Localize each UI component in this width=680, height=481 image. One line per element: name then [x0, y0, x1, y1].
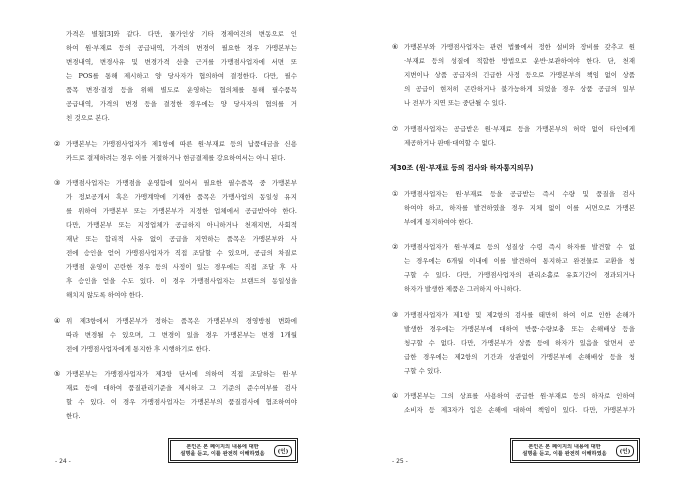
text-line: 가 정보공개서 혹은 가맹계약에 기재한 품목은 가맹사업의 동일성 유지	[66, 193, 297, 201]
confirmation-box	[170, 440, 296, 461]
page-number: - 25 -	[392, 458, 408, 465]
confirmation-line: 설명을 듣고, 이를 완전히 이해하였음	[180, 450, 265, 457]
clause-number: ③	[392, 310, 399, 319]
text-line: 친 것으로 본다.	[66, 114, 110, 122]
text-line: ·부재료 등의 성질에 적합한 방법으로 운반·보관하여야 한다. 단, 천재	[404, 57, 635, 65]
text-line: 의 공급이 현저히 곤란하거나 불가능하게 되었을 경우 상품 공급의 일부	[404, 85, 635, 93]
text-line: 재료 등에 대하여 품질관리기준을 제시하고 그 기준의 준수여부를 검사	[66, 384, 297, 392]
text-line: 가맹본부는 가맹점사업자가 제3항 단서에 의하여 직접 조달하는 원·부	[66, 370, 297, 378]
text-line: 급한 경우에는 제2항의 기간과 상관없이 가맹본부에 손해배상 등을 청	[404, 352, 635, 361]
clause-number: ①	[392, 189, 399, 198]
clause-number: ⑤	[54, 370, 61, 378]
clause-paragraph	[392, 389, 635, 417]
confirmation-text	[516, 444, 613, 458]
text-line: 가맹본부는 그의 상표를 사용하여 공급한 원·부재료 등의 하자로 인하여	[404, 392, 635, 400]
text-line: 가맹점사업자는 가맹점을 운영함에 있어서 필요한 필수품목 중 가맹본부	[66, 179, 297, 187]
text-line: 소비자 등 제3자가 입은 손해에 대하여 책임이 있다. 다만, 가맹본부가	[404, 406, 635, 414]
text-line: 가맹점사업자가 제1항 및 제2항의 검사를 태만히 하여 이로 인한 손해가	[404, 310, 635, 319]
text-line: 구할 수 있다.	[404, 366, 442, 375]
text-line: 하여 원·부재료 등의 공급내역, 가격의 변경이 필요한 경우 가맹본부는	[66, 44, 297, 52]
text-line: 가격은 별첨[3]와 같다. 다만, 물가인상 기타 경제여건의 변동으로 인	[66, 30, 297, 38]
article-heading: 제30조 (원·부재료 등의 검사와 하자통지의무)	[390, 164, 534, 172]
confirmation-line: 본인은 본 페이지의 내용에 대한	[528, 443, 601, 450]
confirmation-line: 설명을 듣고, 이를 완전히 이해하였음	[522, 450, 607, 457]
text-column	[54, 27, 297, 435]
text-line: 해치지 않도록 하여야 한다.	[66, 291, 144, 299]
text-line: 전에 승인을 얻어 가맹점사업자가 직접 조달할 수 있으며, 공급의 차질로	[66, 249, 297, 257]
text-line: 한다.	[66, 412, 81, 420]
text-line: 구할 수 있다. 다만, 가맹점사업자의 관리소홀로 유효기간이 경과되거나	[404, 271, 635, 279]
text-line: 는 POS를 통해 제시하고 양 당사자가 협의하여 결정한다. 다만, 필수	[66, 72, 297, 80]
clause-number: ②	[392, 243, 399, 251]
page-number: - 24 -	[55, 458, 71, 465]
text-line: 가맹점사업자가 원·부재료 등의 성질상 수령 즉시 하자를 발견할 수 없	[404, 243, 635, 251]
text-line: 전에 가맹점사업자에게 통지한 후 시행하기로 한다.	[66, 344, 211, 353]
text-line: 제공하거나 판매·대여할 수 없다.	[404, 138, 496, 147]
seal-mark: (인)	[274, 445, 292, 457]
text-line: 따라 변경될 수 있으며, 그 변경이 있을 경우 가맹본부는 변경 1개월	[66, 330, 297, 339]
text-line: 가맹점사업자는 공급받은 원·부재료 등을 가맹본부의 허락 없이 타인에게	[404, 124, 635, 133]
seal-mark: (인)	[616, 445, 634, 457]
text-line: 하자가 발생한 제품은 그러하지 아니하다.	[404, 285, 522, 293]
text-line: 부에게 통지하여야 한다.	[404, 217, 473, 226]
right-page	[340, 0, 680, 481]
text-line: 가맹점사업자는 원·부재료 등을 공급받는 즉시 수량 및 품질을 검사	[404, 189, 635, 198]
text-line: 가맹본부와 가맹점사업자는 관련 법률에서 정한 설비와 장비를 갖추고 원	[404, 43, 635, 51]
text-line: 할 수 있다. 이 경우 가맹점사업자는 가맹본부의 품질검사에 협조하여야	[66, 398, 297, 406]
confirmation-box	[512, 440, 638, 461]
clause-number: ④	[54, 316, 61, 325]
confirmation-line: 본인은 본 페이지의 내용에 대한	[186, 443, 259, 450]
text-line: 품목 변경·결정 등을 위해 별도로 운영하는 협의체를 통해 필수품목	[66, 86, 297, 94]
clause-paragraph	[54, 314, 297, 356]
confirmation-text	[174, 444, 271, 458]
text-line: 는 경우에는 6개월 이내에 이를 발견하여 통지하고 완전물로 교환을 청	[404, 257, 635, 265]
clause-paragraph	[54, 137, 297, 165]
text-line: 변경내역, 변경사유 및 변경가격 산출 근거를 가맹점사업자에 서면 또	[66, 58, 297, 66]
clause-paragraph	[392, 187, 635, 229]
text-line: 다만, 가맹본부 또는 지정업체가 공급하지 아니하거나 천재지변, 사회적	[66, 221, 297, 229]
clause-number: ⑦	[392, 124, 399, 133]
clause-number: ⑥	[392, 43, 399, 51]
text-line: 하여야 하고, 하자를 발견하였을 경우 지체 없이 이를 서면으로 가맹본	[404, 203, 635, 212]
clause-number: ③	[54, 179, 61, 187]
clause-paragraph	[54, 176, 297, 302]
clause-paragraph	[54, 367, 297, 423]
text-line: 나 전부가 지연 또는 중단될 수 있다.	[404, 99, 507, 107]
text-line: 카드로 결제하려는 경우 이를 거절하거나 현금결제를 강요하여서는 아니 된다.	[66, 153, 286, 162]
text-line: 후 승인을 얻을 수도 있다. 이 경우 가맹점사업자는 브랜드의 동일성을	[66, 277, 297, 285]
text-line: 발생한 경우에는 가맹본부에 대하여 반품·수량보충 또는 손해배상 등을	[404, 324, 635, 333]
clause-paragraph	[392, 240, 635, 296]
clause-paragraph	[392, 40, 635, 110]
text-line: 청구할 수 없다. 다만, 가맹본부가 상품 등에 하자가 있음을 알면서 공	[404, 338, 635, 347]
clause-paragraph	[392, 308, 635, 378]
text-line: 지변이나 상품 공급자의 긴급한 사정 등으로 가맹본부의 책임 없이 상품	[404, 71, 635, 79]
clause-paragraph	[392, 122, 635, 150]
text-line: 가맹본부는 가맹점사업자가 제1항에 따른 원·부재료 등의 납품대금을 신용	[66, 139, 297, 148]
clause-number: ④	[392, 392, 399, 400]
clause-paragraph	[54, 27, 297, 125]
text-column	[392, 40, 635, 429]
text-line: 위 제3항에서 가맹본부가 정하는 품목은 가맹본부의 경영방침 변화에	[66, 316, 297, 325]
clause-number: ②	[54, 139, 61, 148]
text-line: 를 위하여 가맹본부 또는 가맹본부가 지정한 업체에서 공급받아야 한다.	[66, 207, 297, 215]
text-line: 가맹점 운영이 곤란한 경우 등의 사정이 있는 경우에는 직접 조달 후 사	[66, 263, 297, 271]
text-line: 재난 또는 합리적 사유 없이 공급을 지연하는 품목은 가맹본부와 사	[66, 235, 297, 243]
text-line: 공급내역, 가격의 변경 등을 결정한 경우에는 양 당사자의 협의를 거	[66, 100, 297, 108]
